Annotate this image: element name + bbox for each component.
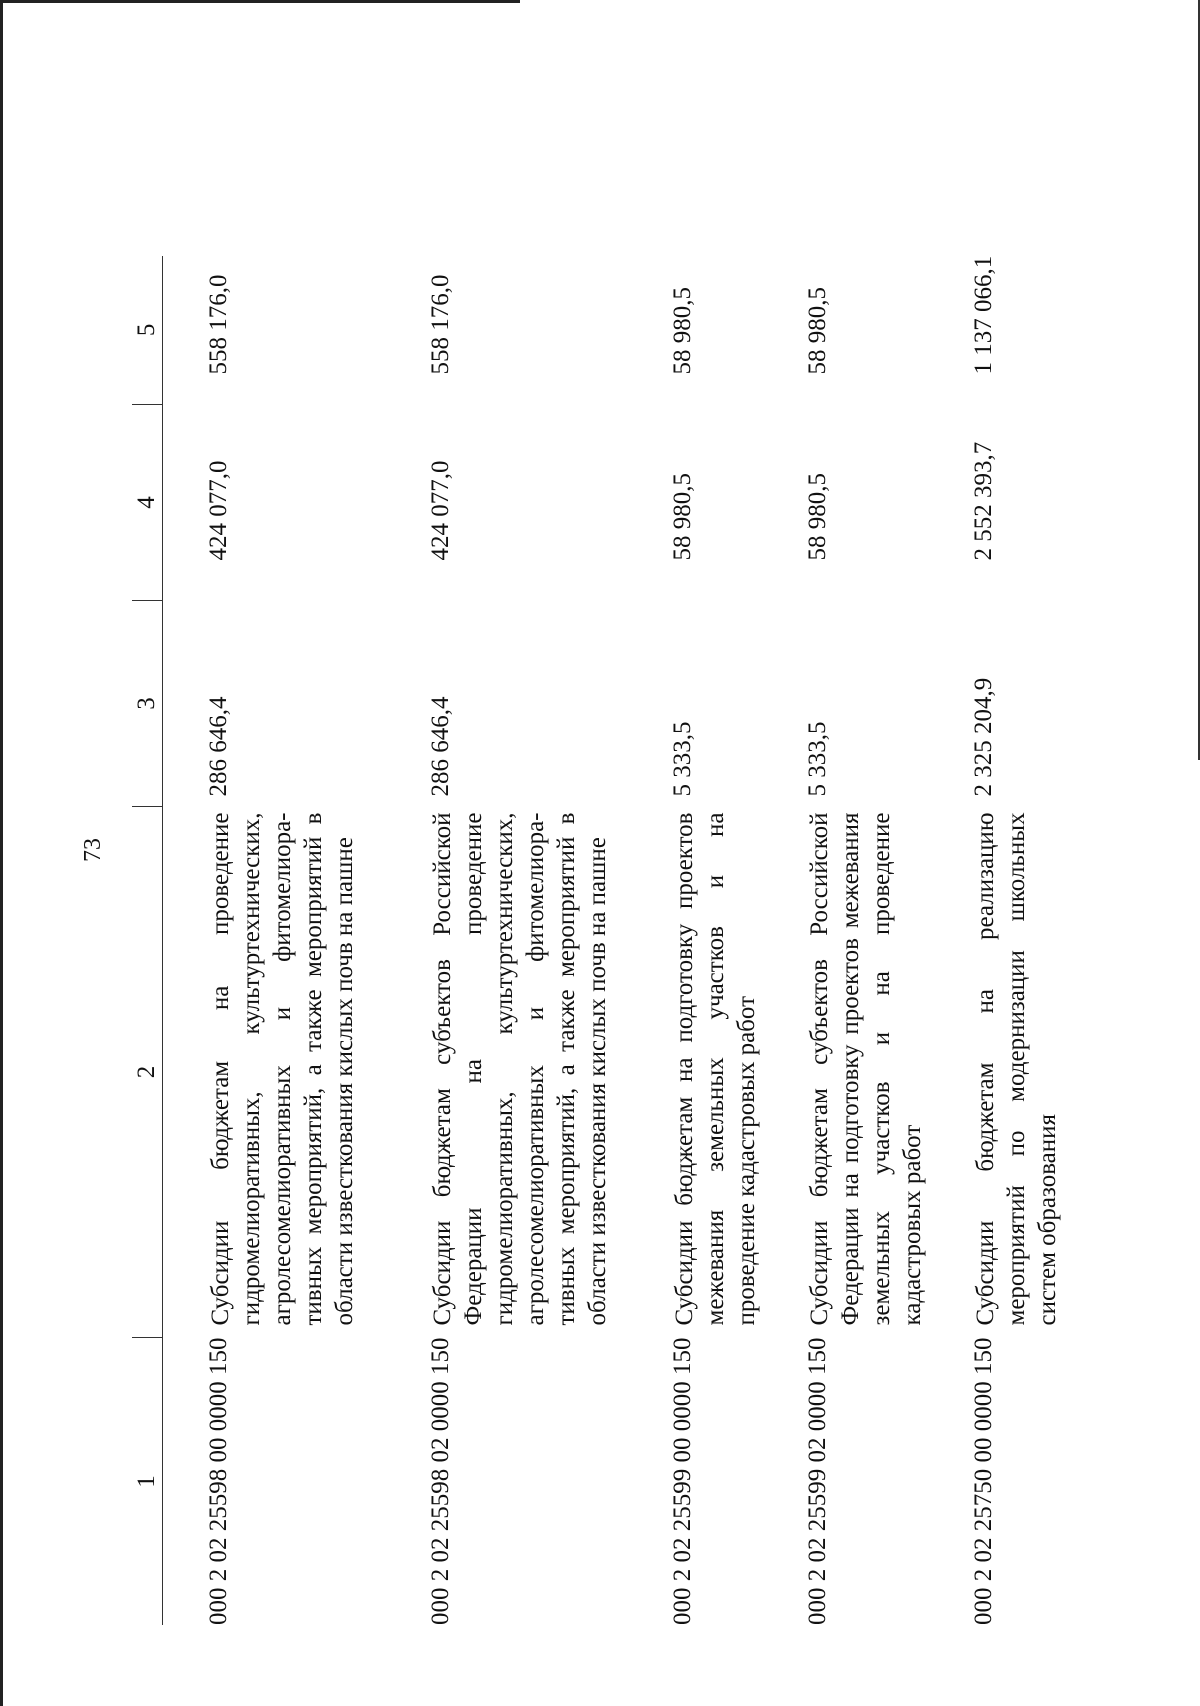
rotated-page-content [70,40,1130,1660]
amount-col5: 1 137 066,1 [970,255,997,375]
budget-code: 000 2 02 25599 02 0000 150 [804,1337,831,1625]
amount-col3: 5 333,5 [804,721,831,797]
amount-col3: 2 325 204,9 [970,677,997,797]
subsidy-description: Субсидии бюджетам на проведение гидромелиоративных, культуртехнических, агролесомелиоративных и фитомелиора-тивных мероприятий, а также мероприятий в области известкования кислых почв на пашне [207,812,358,1326]
page-number: 73 [80,838,106,862]
amount-col3: 5 333,5 [669,721,696,797]
budget-table [132,256,1110,1625]
column-header-5: 5 [132,256,163,405]
subsidy-description: Субсидии бюджетам на реализацию мероприятий по модернизации школьных систем образования [972,812,1061,1326]
column-header-2: 2 [132,807,163,1338]
amount-col5: 558 176,0 [427,274,454,375]
column-header-1: 1 [132,1338,163,1626]
budget-code: 000 2 02 25598 02 0000 150 [427,1337,454,1625]
column-header-3: 3 [132,601,163,807]
amount-col4: 424 077,0 [427,460,454,561]
budget-code: 000 2 02 25599 00 0000 150 [669,1337,696,1625]
table-row [627,256,762,1625]
amount-col3: 286 646,4 [205,696,232,797]
amount-col4: 58 980,5 [804,473,831,561]
subsidy-description: Субсидии бюджетам субъектов Российской Федерации на проведение гидромелиоративных, культуртехнических, агролесомелиоративных и фитомелиора-тивных мероприятий, а также мероприятий в области известкования кислых почв на пашне [429,812,611,1326]
table-row [928,256,1110,1625]
table-header-row [132,256,163,1625]
amount-col5: 558 176,0 [205,274,232,375]
amount-col5: 58 980,5 [669,287,696,375]
table-row [385,256,627,1625]
amount-col4: 424 077,0 [205,460,232,561]
amount-col4: 2 552 393,7 [970,441,997,561]
subsidy-description: Субсидии бюджетам на подготовку проектов межевания земельных участков и на проведение кадастровых работ [671,812,760,1326]
table-row [762,256,928,1625]
budget-code: 000 2 02 25750 00 0000 150 [970,1337,997,1625]
budget-code: 000 2 02 25598 00 0000 150 [205,1337,232,1625]
column-header-4: 4 [132,405,163,601]
amount-col3: 286 646,4 [427,696,454,797]
table-row [163,256,386,1625]
subsidy-description: Субсидии бюджетам субъектов Российской Федерации на подготовку проектов межевания земельных участков и на проведение кадастровых работ [806,812,926,1326]
amount-col4: 58 980,5 [669,473,696,561]
amount-col5: 58 980,5 [804,287,831,375]
